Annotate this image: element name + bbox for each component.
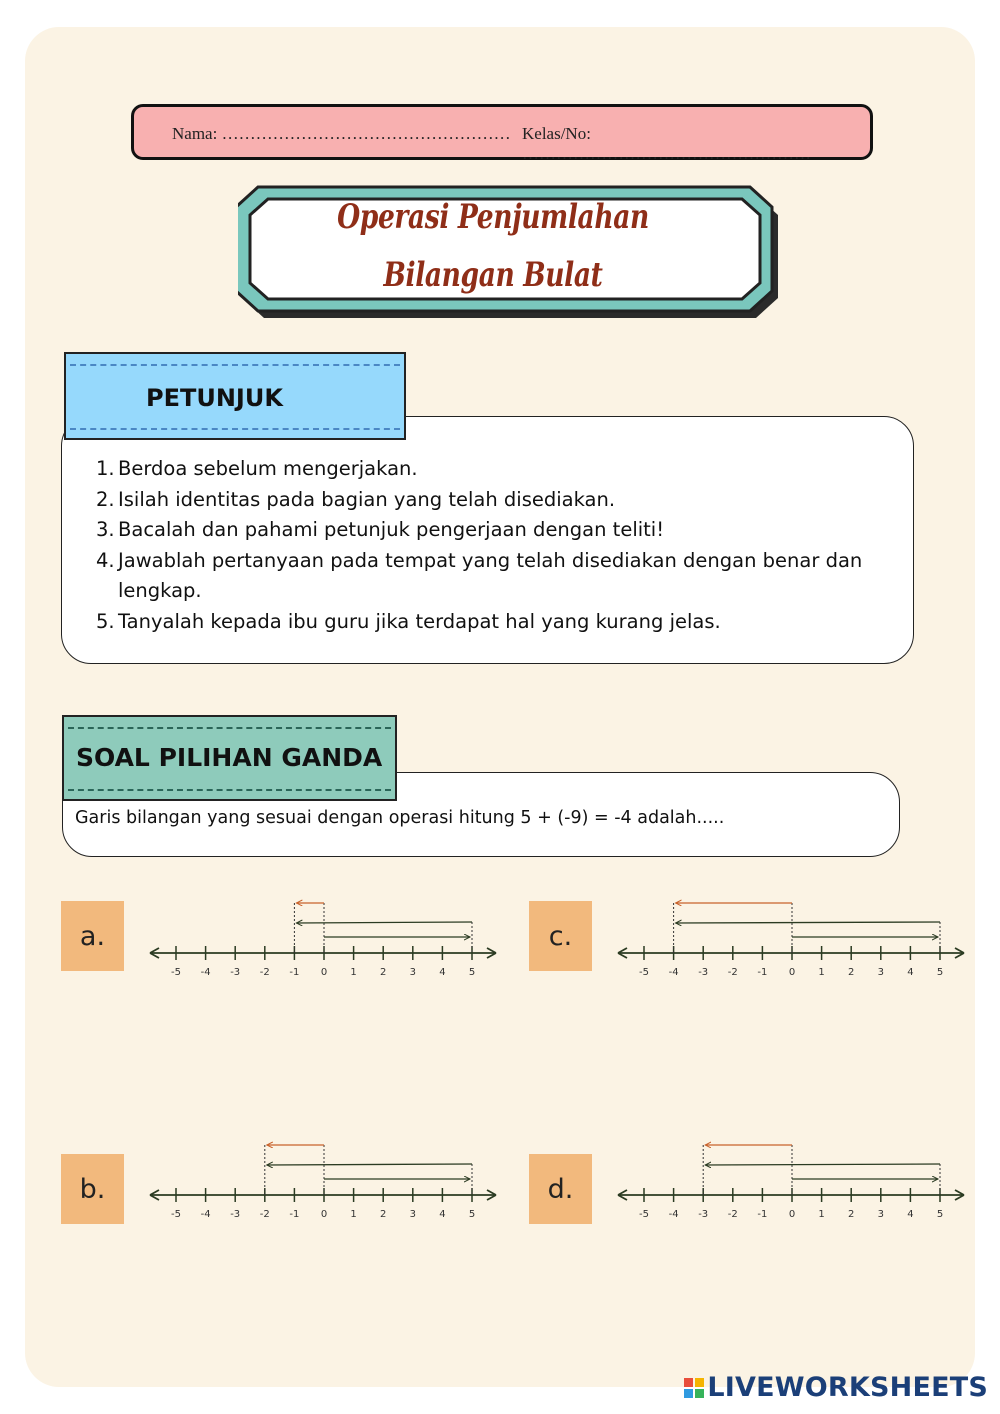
instructions-list	[96, 454, 876, 637]
tick-label: 0	[788, 1209, 796, 1220]
tick-label: -2	[259, 967, 270, 978]
tick-label: -1	[289, 1209, 300, 1220]
tick-label: -3	[698, 1209, 709, 1220]
tick-label: -1	[757, 967, 768, 978]
tick-label: 3	[409, 1209, 416, 1220]
tick-label: 1	[350, 967, 357, 978]
brand-text: LIVEWORKSHEETS	[707, 1372, 988, 1403]
tick-label: -4	[200, 967, 211, 978]
tick-label: 4	[907, 967, 914, 978]
tick-label: 3	[409, 967, 416, 978]
tick-label: 0	[320, 1209, 328, 1220]
tick-label: -1	[289, 967, 300, 978]
instructions-tab	[64, 352, 406, 440]
instruction-item: 4. Jawablah pertanyaan pada tempat yang telah disediakan dengan benar dan lengkap.	[96, 548, 863, 602]
number-line-svg	[614, 1137, 974, 1237]
question-tab	[62, 715, 397, 801]
tick-label: -2	[727, 1209, 738, 1220]
number-line-c	[614, 895, 974, 995]
tick-label: -5	[639, 1209, 649, 1220]
tick-label: 5	[936, 1209, 944, 1220]
tick-label: 4	[439, 1209, 446, 1220]
liveworksheets-logo-icon	[684, 1378, 704, 1398]
tick-label: 4	[907, 1209, 914, 1220]
instruction-item: 5. Tanyalah kepada ibu guru jika terdapat hal yang kurang jelas.	[96, 609, 721, 633]
tick-label: -4	[668, 1209, 679, 1220]
instruction-item: 3. Bacalah dan pahami petunjuk pengerjaan dengan teliti!	[96, 518, 665, 541]
option-d-button[interactable]: d.	[529, 1154, 592, 1224]
option-c-button[interactable]: c.	[529, 901, 592, 971]
class-number-field[interactable]: Kelas/No: ……………………………………………	[522, 124, 811, 163]
tick-label: -5	[171, 967, 181, 978]
tick-label: 5	[468, 1209, 476, 1220]
question-text: Garis bilangan yang sesuai dengan operasi hitung 5 + (-9) = -4 adalah.....	[75, 808, 725, 828]
tick-label: 1	[818, 967, 825, 978]
tick-label: 2	[380, 967, 387, 978]
tick-label: 2	[380, 1209, 387, 1220]
tick-label: -5	[171, 1209, 181, 1220]
tick-label: 1	[818, 1209, 825, 1220]
tick-label: -4	[668, 967, 679, 978]
question-heading: SOAL PILIHAN GANDA	[76, 743, 383, 772]
tick-label: -2	[259, 1209, 270, 1220]
number-line-svg	[146, 1137, 506, 1237]
tick-label: -3	[230, 967, 241, 978]
identity-bar	[131, 104, 873, 163]
page-title-line2: Bilangan Bulat	[383, 255, 603, 295]
title-plaque	[238, 185, 778, 320]
instruction-item: 2. Isilah identitas pada bagian yang telah disediakan.	[96, 487, 616, 511]
number-line-b	[146, 1137, 506, 1237]
name-field[interactable]: Nama: ……………………………………………	[172, 124, 511, 143]
tick-label: 5	[936, 967, 944, 978]
second-jump-arrow	[267, 1164, 472, 1165]
liveworksheets-brand	[684, 1372, 988, 1403]
tick-label: 5	[468, 967, 476, 978]
instructions-heading: PETUNJUK	[146, 384, 283, 412]
tick-label: 3	[877, 967, 884, 978]
tick-label: 4	[439, 967, 446, 978]
tick-label: 3	[877, 1209, 884, 1220]
tick-label: 2	[848, 1209, 855, 1220]
page-title-line1: Operasi Penjumlahan	[337, 197, 649, 237]
number-line-d	[614, 1137, 974, 1237]
tick-label: 2	[848, 967, 855, 978]
tick-label: -5	[639, 967, 649, 978]
option-b-button[interactable]: b.	[61, 1154, 124, 1224]
second-jump-arrow	[676, 922, 940, 923]
number-line-a	[146, 895, 506, 995]
tick-label: -3	[230, 1209, 241, 1220]
tick-label: 0	[320, 967, 328, 978]
tick-label: 1	[350, 1209, 357, 1220]
number-line-svg	[614, 895, 974, 995]
tick-label: -1	[757, 1209, 768, 1220]
number-line-svg	[146, 895, 506, 995]
tick-label: -3	[698, 967, 709, 978]
instruction-item: 1. Berdoa sebelum mengerjakan.	[96, 457, 418, 480]
second-jump-arrow	[705, 1164, 940, 1165]
option-a-button[interactable]: a.	[61, 901, 124, 971]
tick-label: -4	[200, 1209, 211, 1220]
tick-label: -2	[727, 967, 738, 978]
second-jump-arrow	[296, 922, 472, 923]
tick-label: 0	[788, 967, 796, 978]
